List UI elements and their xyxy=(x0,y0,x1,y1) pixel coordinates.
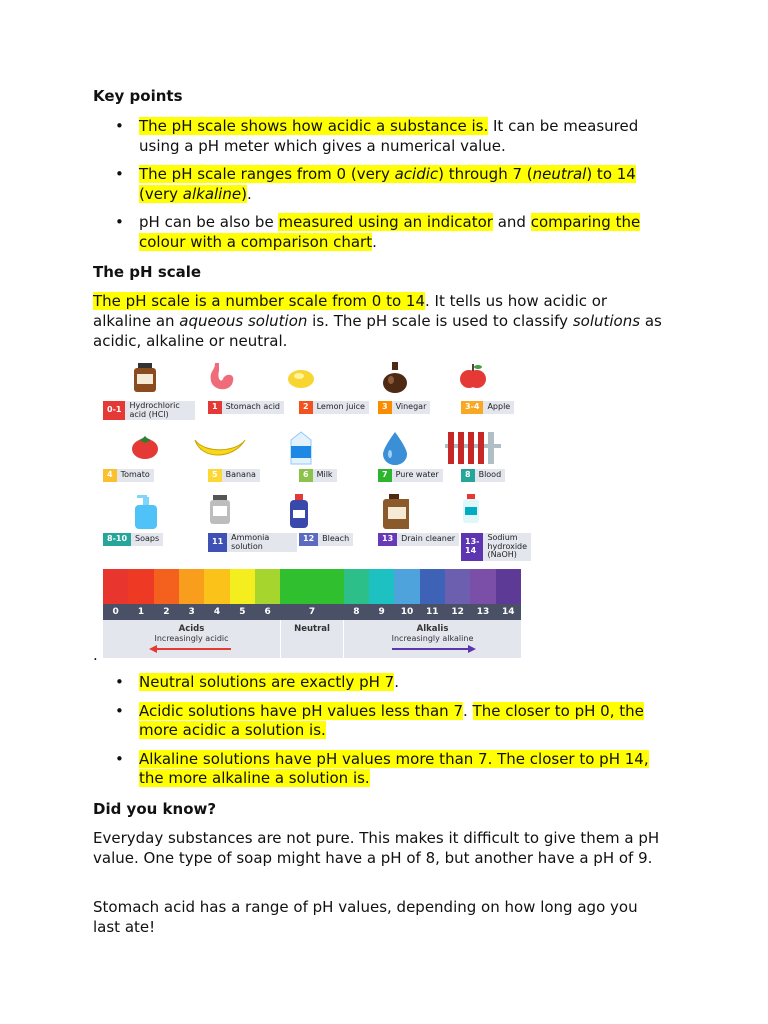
substance-label xyxy=(208,469,260,482)
substance-name: Hydrochloric acid (HCl) xyxy=(125,401,195,420)
scale-segment xyxy=(445,569,471,604)
acids-label: Acids xyxy=(178,624,205,634)
substance-name: Vinegar xyxy=(392,401,431,414)
substance-name: Bleach xyxy=(318,533,353,546)
did-you-know-paragraph-2: Stomach acid has a range of pH values, depending on how long ago you last ate! xyxy=(93,898,638,936)
substance-label xyxy=(299,469,337,482)
acid-arrow-icon xyxy=(103,642,280,656)
list-item: • pH can be also be measured using an indicator and comparing the colour with a comparison chart. xyxy=(115,213,641,251)
scale-segment xyxy=(369,569,395,604)
ph-value-badge: 8-10 xyxy=(103,533,131,546)
bullet-icon: • xyxy=(115,213,124,231)
substance-label xyxy=(461,533,531,561)
bleach-icon xyxy=(287,493,315,531)
scale-tick-label: 2 xyxy=(163,607,170,617)
hcl-bottle-icon xyxy=(131,361,159,399)
key-points-list xyxy=(93,117,673,252)
ph-value-badge: 6 xyxy=(299,469,313,482)
ph-value-badge: 12 xyxy=(299,533,318,546)
did-you-know-heading: Did you know? xyxy=(93,800,217,818)
substance-label xyxy=(103,401,195,420)
list-item: • The pH scale shows how acidic a substance is. It can be measured using a pH meter which gives a numerical value. xyxy=(115,117,639,155)
bullet-icon: • xyxy=(115,749,124,768)
scale-number-bar xyxy=(103,604,521,620)
scale-segment xyxy=(230,569,256,604)
tomato-icon xyxy=(131,430,159,468)
ph-scale-paragraph: The pH scale is a number scale from 0 to 14. It tells us how acidic or alkaline an aqueous solution is. The pH scale is used to classify solutions as acidic, alkaline or neutral. xyxy=(93,292,662,350)
scale-segment xyxy=(470,569,496,604)
substance-name: Sodium hydroxide (NaOH) xyxy=(483,533,531,561)
stray-dot: . xyxy=(93,646,98,664)
scale-segment xyxy=(255,569,281,604)
ph-scale-figure xyxy=(103,360,528,658)
list-item: • Acidic solutions have pH values less than 7. The closer to pH 0, the more acidic a solution is. xyxy=(115,701,644,739)
scale-tick-label: 13 xyxy=(476,607,490,617)
substance-label xyxy=(461,401,514,414)
ph-scale-heading: The pH scale xyxy=(93,263,202,281)
bullet-icon: • xyxy=(115,701,124,720)
scale-tick-label: 11 xyxy=(426,607,439,617)
substance-name: Lemon juice xyxy=(313,401,369,414)
drain-cleaner-icon xyxy=(381,493,409,531)
scale-tick-label: 8 xyxy=(353,607,360,617)
substance-name: Milk xyxy=(313,469,337,482)
substance-label xyxy=(208,401,284,414)
ph-value-badge: 8 xyxy=(461,469,475,482)
substance-name: Ammonia solution xyxy=(227,533,297,552)
ph-value-badge: 7 xyxy=(378,469,392,482)
ph-value-badge: 4 xyxy=(103,469,117,482)
substance-label xyxy=(208,533,297,552)
scale-tick-label: 5 xyxy=(239,607,246,617)
substance-name: Apple xyxy=(483,401,514,414)
did-you-know-paragraph-1: Everyday substances are not pure. This makes it difficult to give them a pH value. One type of soap might have a pH of 8, but another have a pH of 9. xyxy=(93,829,660,867)
list-item: • The pH scale ranges from 0 (very acidic) through 7 (neutral) to 14 (very alkaline). xyxy=(115,165,636,203)
scale-segment xyxy=(280,569,344,604)
scale-tick-label: 4 xyxy=(213,607,221,617)
ph-color-scale xyxy=(103,569,521,658)
substance-label xyxy=(461,469,505,482)
scale-tick-label: 14 xyxy=(502,607,515,617)
ammonia-jar-icon xyxy=(207,493,235,531)
substance-name: Soaps xyxy=(131,533,163,546)
list-item: • Alkaline solutions have pH values more than 7. The closer to pH 14, the more alkaline a solution is. xyxy=(115,749,649,787)
ph-value-badge: 1 xyxy=(208,401,222,414)
substance-label xyxy=(299,401,369,414)
substance-label xyxy=(378,533,459,546)
substance-label xyxy=(103,533,163,546)
neutral-zone xyxy=(281,620,343,658)
substance-label xyxy=(378,469,443,482)
scale-tick-label: 12 xyxy=(451,607,464,617)
ph-value-badge: 13 xyxy=(378,533,397,546)
scale-segment xyxy=(394,569,420,604)
water-drop-icon xyxy=(381,430,409,468)
ph-value-badge: 5 xyxy=(208,469,222,482)
ph-value-badge: 3-4 xyxy=(461,401,483,414)
scale-segment xyxy=(128,569,154,604)
conclusions-list xyxy=(93,673,673,789)
scale-tick-label: 10 xyxy=(400,607,414,617)
acids-sublabel: Increasingly acidic xyxy=(154,634,229,643)
vinegar-icon xyxy=(381,361,409,399)
alkali-arrow-icon xyxy=(344,642,521,656)
substance-label xyxy=(378,401,430,414)
key-points-heading: Key points xyxy=(93,87,183,105)
substance-label xyxy=(103,469,154,482)
acids-zone xyxy=(103,620,280,658)
ph-value-badge: 11 xyxy=(208,533,227,552)
scale-segment xyxy=(204,569,230,604)
stomach-icon xyxy=(207,361,235,399)
banana-icon xyxy=(193,430,249,468)
list-item: • Neutral solutions are exactly pH 7. xyxy=(115,673,400,691)
blood-tubes-icon xyxy=(443,430,503,468)
ph-value-badge: 2 xyxy=(299,401,313,414)
substance-name: Pure water xyxy=(392,469,443,482)
substance-name: Stomach acid xyxy=(222,401,284,414)
substance-name: Tomato xyxy=(117,469,154,482)
scale-segment xyxy=(103,569,129,604)
scale-segment xyxy=(344,569,370,604)
ph-value-badge: 0-1 xyxy=(103,401,125,420)
substance-name: Blood xyxy=(475,469,506,482)
alkalis-sublabel: Increasingly alkaline xyxy=(391,634,474,643)
scale-tick-label: 7 xyxy=(308,607,316,617)
scale-tick-label: 0 xyxy=(112,607,119,617)
scale-segment xyxy=(496,569,522,604)
scale-tick-label: 1 xyxy=(137,607,145,617)
alkalis-label: Alkalis xyxy=(416,624,449,634)
ph-value-badge: 13-14 xyxy=(461,533,483,561)
scale-segment xyxy=(154,569,180,604)
soap-icon xyxy=(131,493,159,531)
apple-icon xyxy=(459,361,487,399)
scale-tick-label: 6 xyxy=(264,607,271,617)
scale-tick-label: 3 xyxy=(188,607,195,617)
naoh-bottle-icon xyxy=(459,493,487,531)
milk-icon xyxy=(287,430,315,468)
ph-value-badge: 3 xyxy=(378,401,392,414)
substance-label xyxy=(299,533,353,546)
lemon-icon xyxy=(287,361,315,399)
alkalis-zone xyxy=(344,620,521,658)
bullet-icon: • xyxy=(115,165,124,183)
scale-segment xyxy=(420,569,446,604)
scale-tick-label: 9 xyxy=(378,607,385,617)
neutral-label: Neutral xyxy=(294,624,330,634)
bullet-icon: • xyxy=(115,117,124,135)
bullet-icon: • xyxy=(115,673,124,691)
substance-name: Drain cleaner xyxy=(397,533,459,546)
substance-name: Banana xyxy=(222,469,260,482)
scale-segment xyxy=(179,569,205,604)
